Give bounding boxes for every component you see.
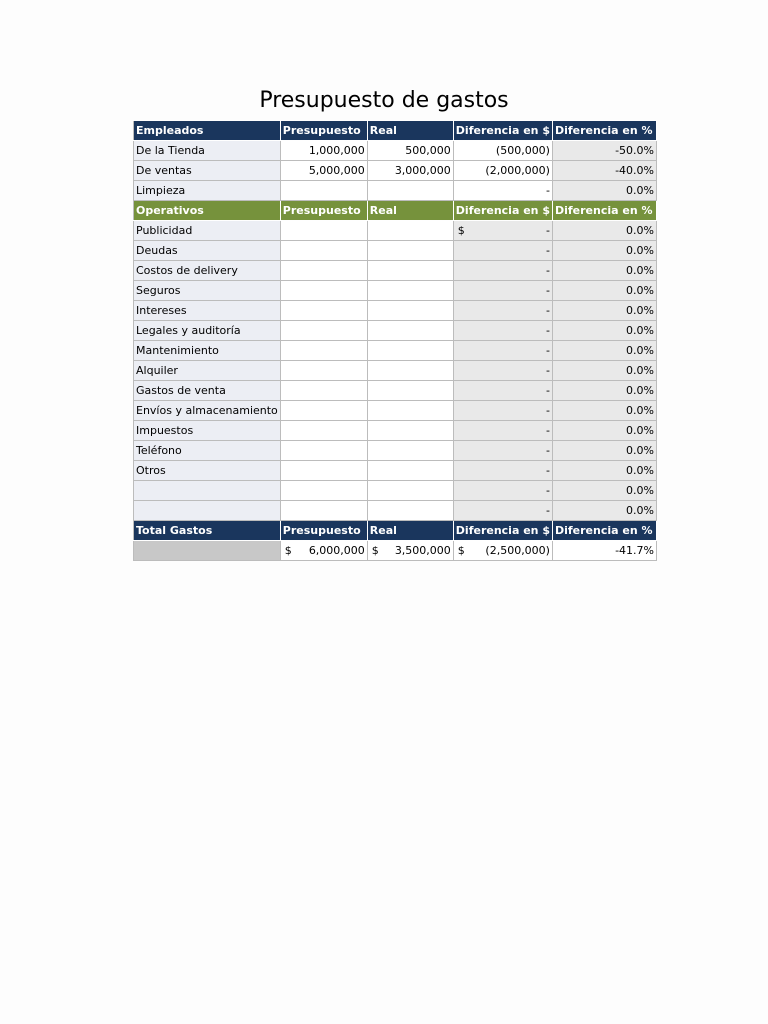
header-diferencia-dolar[interactable]: Diferencia en $ <box>453 201 552 221</box>
diferencia-dolar-value: - <box>546 364 550 377</box>
presupuesto-cell[interactable] <box>280 401 367 421</box>
total-diferencia-porcentaje-cell[interactable]: -41.7% <box>552 541 656 561</box>
currency-symbol: $ <box>284 544 292 557</box>
diferencia-dolar-cell[interactable]: (2,000,000) <box>453 161 552 181</box>
diferencia-porcentaje-cell[interactable]: 0.0% <box>552 221 656 241</box>
real-cell[interactable]: 3,000,000 <box>367 161 453 181</box>
header-diferencia-porcentaje[interactable]: Diferencia en % <box>552 201 656 221</box>
row-label-cell[interactable]: Intereses <box>134 301 281 321</box>
operativos-row <box>134 241 657 261</box>
row-label-cell[interactable]: Impuestos <box>134 421 281 441</box>
real-cell[interactable] <box>367 481 453 501</box>
diferencia-dolar-cell[interactable] <box>453 441 552 461</box>
diferencia-dolar-cell[interactable] <box>453 321 552 341</box>
row-label-cell[interactable]: Publicidad <box>134 221 281 241</box>
diferencia-dolar-cell[interactable]: (500,000) <box>453 141 552 161</box>
total-presupuesto-value: 6,000,000 <box>308 544 365 557</box>
header-empleados[interactable]: Empleados <box>134 121 281 141</box>
diferencia-porcentaje-cell[interactable]: 0.0% <box>552 181 656 201</box>
row-label-cell[interactable]: Envíos y almacenamiento <box>134 401 281 421</box>
presupuesto-cell[interactable] <box>280 181 367 201</box>
presupuesto-cell[interactable] <box>280 501 367 521</box>
diferencia-porcentaje-cell[interactable]: 0.0% <box>552 341 656 361</box>
diferencia-dolar-cell[interactable]: - <box>453 181 552 201</box>
total-real-value: 3,500,000 <box>394 544 451 557</box>
header-diferencia-dolar[interactable]: Diferencia en $ <box>453 121 552 141</box>
diferencia-porcentaje-cell[interactable]: 0.0% <box>552 301 656 321</box>
diferencia-dolar-value: - <box>546 244 550 257</box>
row-label-cell[interactable]: Gastos de venta <box>134 381 281 401</box>
empleados-row <box>134 181 657 201</box>
presupuesto-cell[interactable] <box>280 461 367 481</box>
diferencia-porcentaje-cell[interactable]: 0.0% <box>552 421 656 441</box>
diferencia-dolar-cell[interactable] <box>453 421 552 441</box>
real-cell[interactable] <box>367 261 453 281</box>
real-cell[interactable] <box>367 361 453 381</box>
operativos-row <box>134 481 657 501</box>
diferencia-porcentaje-cell[interactable]: 0.0% <box>552 281 656 301</box>
diferencia-dolar-cell[interactable] <box>453 461 552 481</box>
row-label-cell[interactable]: Deudas <box>134 241 281 261</box>
operativos-row <box>134 301 657 321</box>
total-header-row <box>134 521 657 541</box>
presupuesto-cell[interactable] <box>280 301 367 321</box>
diferencia-dolar-value: - <box>546 424 550 437</box>
operativos-row <box>134 441 657 461</box>
diferencia-porcentaje-cell[interactable]: -50.0% <box>552 141 656 161</box>
diferencia-dolar-value: - <box>546 404 550 417</box>
presupuesto-cell[interactable] <box>280 221 367 241</box>
diferencia-dolar-value: - <box>546 224 550 237</box>
total-label-cell[interactable] <box>134 541 281 561</box>
header-diferencia-dolar[interactable]: Diferencia en $ <box>453 521 552 541</box>
diferencia-porcentaje-cell[interactable]: 0.0% <box>552 501 656 521</box>
presupuesto-cell[interactable] <box>280 241 367 261</box>
diferencia-dolar-value: - <box>546 284 550 297</box>
diferencia-porcentaje-cell[interactable]: 0.0% <box>552 461 656 481</box>
diferencia-porcentaje-cell[interactable]: 0.0% <box>552 241 656 261</box>
diferencia-dolar-value: - <box>546 384 550 397</box>
diferencia-porcentaje-cell[interactable]: 0.0% <box>552 381 656 401</box>
total-row <box>134 541 657 561</box>
operativos-row <box>134 341 657 361</box>
real-cell[interactable] <box>367 321 453 341</box>
diferencia-dolar-value: - <box>546 264 550 277</box>
diferencia-porcentaje-cell[interactable]: 0.0% <box>552 321 656 341</box>
real-cell[interactable] <box>367 301 453 321</box>
diferencia-dolar-value: - <box>546 444 550 457</box>
diferencia-dolar-value: - <box>546 464 550 477</box>
diferencia-porcentaje-cell[interactable]: 0.0% <box>552 441 656 461</box>
row-label-cell[interactable]: De la Tienda <box>134 141 281 161</box>
real-cell[interactable]: 500,000 <box>367 141 453 161</box>
operativos-row <box>134 321 657 341</box>
real-cell[interactable] <box>367 241 453 261</box>
diferencia-porcentaje-cell[interactable]: 0.0% <box>552 481 656 501</box>
header-presupuesto[interactable]: Presupuesto <box>280 521 367 541</box>
header-real[interactable]: Real <box>367 121 453 141</box>
presupuesto-cell[interactable] <box>280 361 367 381</box>
diferencia-porcentaje-cell[interactable]: 0.0% <box>552 361 656 381</box>
diferencia-porcentaje-cell[interactable]: 0.0% <box>552 401 656 421</box>
diferencia-dolar-cell[interactable] <box>453 501 552 521</box>
real-cell[interactable] <box>367 281 453 301</box>
total-presupuesto-cell[interactable] <box>280 541 367 561</box>
total-diferencia-dolar-cell[interactable] <box>453 541 552 561</box>
operativos-row <box>134 281 657 301</box>
row-label-cell[interactable]: Mantenimiento <box>134 341 281 361</box>
empleados-row <box>134 141 657 161</box>
diferencia-dolar-cell[interactable] <box>453 401 552 421</box>
row-label-cell[interactable]: Alquiler <box>134 361 281 381</box>
diferencia-dolar-value: - <box>546 304 550 317</box>
diferencia-dolar-value: - <box>546 504 550 517</box>
total-real-cell[interactable] <box>367 541 453 561</box>
currency-symbol: $ <box>457 544 465 557</box>
empleados-row <box>134 161 657 181</box>
operativos-row <box>134 221 657 241</box>
presupuesto-cell[interactable] <box>280 381 367 401</box>
diferencia-dolar-value: - <box>546 324 550 337</box>
header-real[interactable]: Real <box>367 521 453 541</box>
currency-symbol: $ <box>371 544 379 557</box>
row-label-cell[interactable]: Limpieza <box>134 181 281 201</box>
real-cell[interactable] <box>367 421 453 441</box>
row-label-cell[interactable] <box>134 501 281 521</box>
real-cell[interactable] <box>367 181 453 201</box>
header-real[interactable]: Real <box>367 201 453 221</box>
diferencia-dolar-cell[interactable] <box>453 241 552 261</box>
operativos-row <box>134 501 657 521</box>
presupuesto-cell[interactable] <box>280 421 367 441</box>
operativos-header-row <box>134 201 657 221</box>
row-label-cell[interactable]: Seguros <box>134 281 281 301</box>
operativos-row <box>134 461 657 481</box>
real-cell[interactable] <box>367 381 453 401</box>
header-presupuesto[interactable]: Presupuesto <box>280 201 367 221</box>
presupuesto-cell[interactable] <box>280 261 367 281</box>
total-diferencia-dolar-value: (2,500,000) <box>485 544 550 557</box>
header-total-gastos[interactable]: Total Gastos <box>134 521 281 541</box>
row-label-cell[interactable]: Teléfono <box>134 441 281 461</box>
diferencia-dolar-cell[interactable] <box>453 341 552 361</box>
row-label-cell[interactable]: De ventas <box>134 161 281 181</box>
operativos-row <box>134 401 657 421</box>
diferencia-dolar-cell[interactable] <box>453 221 552 241</box>
operativos-row <box>134 361 657 381</box>
diferencia-dolar-cell[interactable] <box>453 301 552 321</box>
real-cell[interactable] <box>367 341 453 361</box>
presupuesto-cell[interactable] <box>280 481 367 501</box>
diferencia-dolar-value: - <box>546 484 550 497</box>
real-cell[interactable] <box>367 441 453 461</box>
presupuesto-cell[interactable]: 1,000,000 <box>280 141 367 161</box>
row-label-cell[interactable]: Otros <box>134 461 281 481</box>
diferencia-dolar-cell[interactable] <box>453 361 552 381</box>
diferencia-porcentaje-cell[interactable]: -40.0% <box>552 161 656 181</box>
budget-table <box>133 120 657 561</box>
diferencia-dolar-cell[interactable] <box>453 481 552 501</box>
presupuesto-cell[interactable] <box>280 281 367 301</box>
header-diferencia-porcentaje[interactable]: Diferencia en % <box>552 521 656 541</box>
header-diferencia-porcentaje[interactable]: Diferencia en % <box>552 121 656 141</box>
row-label-cell[interactable]: Legales y auditoría <box>134 321 281 341</box>
presupuesto-cell[interactable] <box>280 321 367 341</box>
real-cell[interactable] <box>367 221 453 241</box>
empleados-header-row <box>134 121 657 141</box>
operativos-row <box>134 421 657 441</box>
diferencia-dolar-cell[interactable] <box>453 381 552 401</box>
presupuesto-cell[interactable]: 5,000,000 <box>280 161 367 181</box>
page-title: Presupuesto de gastos <box>259 88 509 113</box>
presupuesto-cell[interactable] <box>280 341 367 361</box>
presupuesto-cell[interactable] <box>280 441 367 461</box>
diferencia-dolar-cell[interactable] <box>453 281 552 301</box>
diferencia-porcentaje-cell[interactable]: 0.0% <box>552 261 656 281</box>
operativos-row <box>134 261 657 281</box>
operativos-row <box>134 381 657 401</box>
row-label-cell[interactable]: Costos de delivery <box>134 261 281 281</box>
real-cell[interactable] <box>367 461 453 481</box>
real-cell[interactable] <box>367 501 453 521</box>
row-label-cell[interactable] <box>134 481 281 501</box>
header-presupuesto[interactable]: Presupuesto <box>280 121 367 141</box>
diferencia-dolar-cell[interactable] <box>453 261 552 281</box>
real-cell[interactable] <box>367 401 453 421</box>
currency-symbol: $ <box>457 224 465 237</box>
header-operativos[interactable]: Operativos <box>134 201 281 221</box>
diferencia-dolar-value: - <box>546 344 550 357</box>
